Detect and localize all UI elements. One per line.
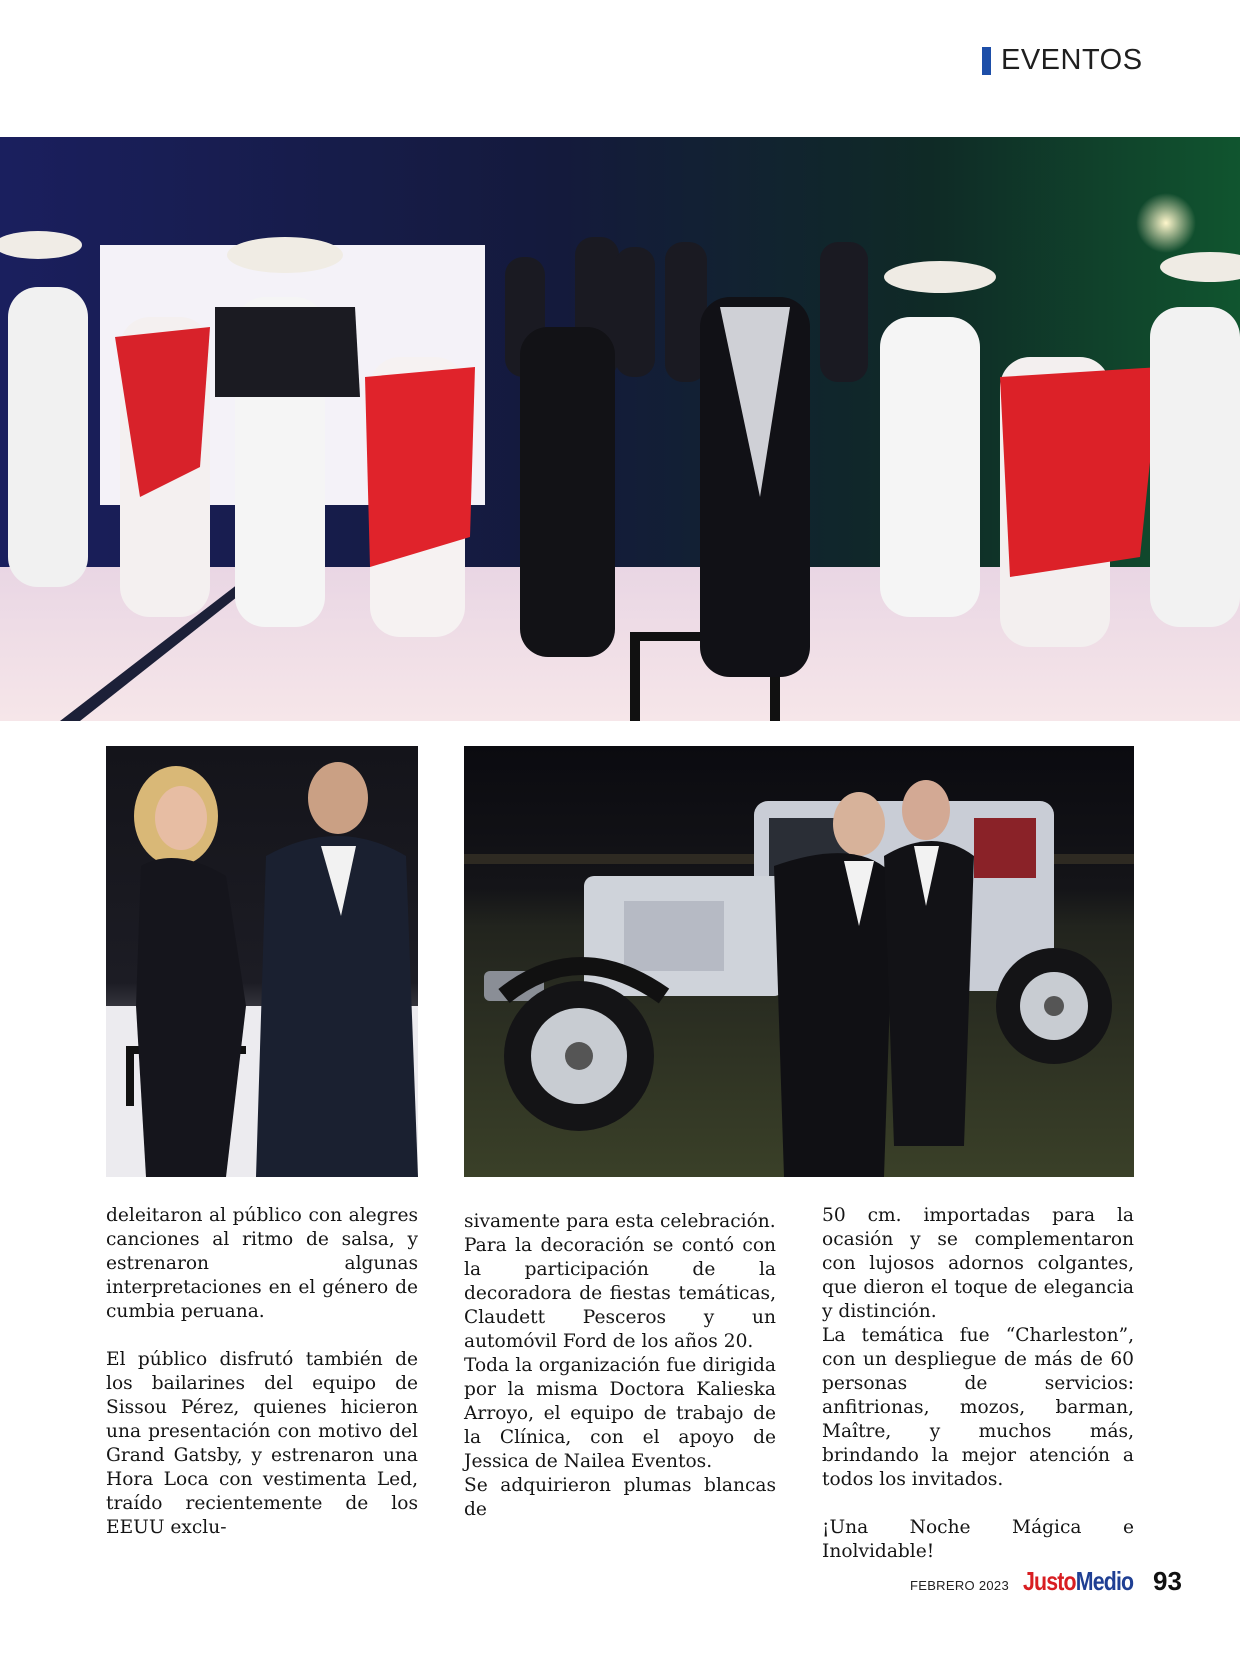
article-paragraph: La temática fue “Charleston”, con un despliegue de más de 60 personas de servicios: anfitrionas, mozos, barman, Maître, y muchos más, brindando la mejor atención a todos los invitados.	[822, 1325, 1134, 1490]
section-title: EVENTOS	[1001, 44, 1143, 76]
issue-date: FEBRERO 2023	[910, 1578, 1009, 1593]
section-accent-bar	[982, 47, 991, 75]
article-column-2	[464, 1210, 776, 1522]
section-header	[982, 44, 1143, 77]
article-paragraph: Toda la organización fue dirigida por la misma Doctora Kalieska Arroyo, el equipo de trabajo de la Clínica, con el apoyo de Jessica de Nailea Eventos.	[464, 1355, 776, 1472]
article-column-1	[106, 1204, 418, 1540]
logo-part-medio: Medio	[1075, 1566, 1134, 1596]
magazine-logo	[1022, 1566, 1134, 1597]
vintage-car-photo	[464, 746, 1134, 1177]
page-number: 93	[1152, 1566, 1182, 1596]
article-column-3	[822, 1204, 1134, 1564]
article-paragraph: sivamente para esta celebración.	[464, 1211, 776, 1232]
logo-part-justo: Justo	[1022, 1566, 1076, 1596]
article-paragraph: El público disfrutó también de los bailarines del equipo de Sissou Pérez, quienes hicieron una presentación con motivo del Grand Gatsby, y estrenaron una Hora Loca con vestimenta Led, traído recientemente de los EEUU exclu-	[106, 1349, 418, 1538]
page-footer	[910, 1566, 1182, 1597]
couple-dancing-photo	[106, 746, 418, 1177]
article-closing-line: ¡Una Noche Mágica e Inolvidable!	[822, 1517, 1134, 1562]
article-paragraph: deleitaron al público con alegres canciones al ritmo de salsa, y estrenaron algunas interpretaciones en el género de cumbia peruana.	[106, 1205, 418, 1322]
article-paragraph: Para la decoración se contó con la participación de la decoradora de fiestas temáticas, Claudett Pesceros y un automóvil Ford de los años 20.	[464, 1235, 776, 1352]
article-paragraph: Se adquirieron plumas blancas de	[464, 1475, 776, 1520]
stage-dance-photo	[0, 137, 1240, 721]
article-paragraph: 50 cm. importadas para la ocasión y se complementaron con lujosos adornos colgantes, que dieron el toque de elegancia y distinción.	[822, 1205, 1134, 1322]
